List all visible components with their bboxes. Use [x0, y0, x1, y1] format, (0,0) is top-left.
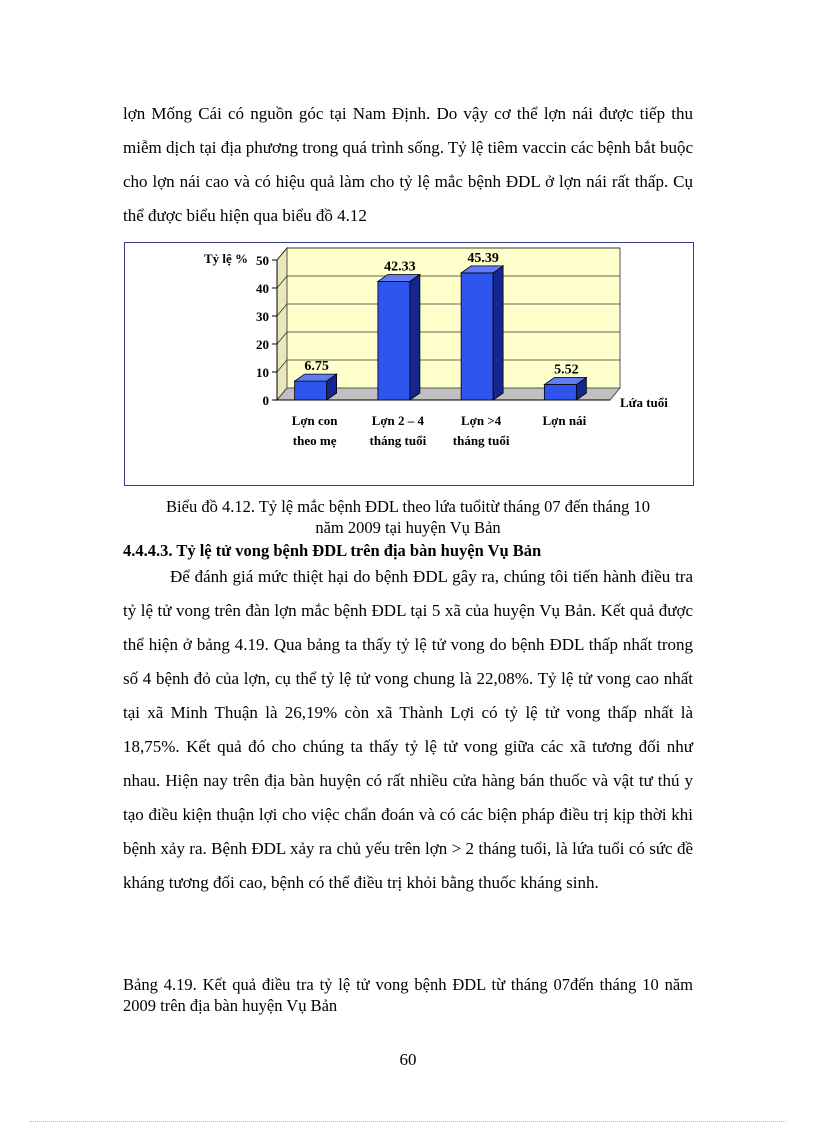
x-category-label-line-2: theo mẹ [292, 433, 337, 448]
y-tick-label: 10 [256, 365, 269, 380]
figure-caption-line-2: năm 2009 tại huyện Vụ Bản [315, 518, 501, 537]
chart-bar [544, 378, 586, 400]
chart-side-wall [277, 248, 287, 400]
chart-bar [461, 266, 503, 400]
y-tick-label: 50 [256, 253, 269, 268]
chart-bar [378, 274, 420, 400]
y-tick-label: 40 [256, 281, 269, 296]
page-bottom-rule [30, 1121, 786, 1122]
x-category-label: Lợn 2 – 4 [371, 413, 425, 428]
bar-front [378, 281, 410, 400]
bar-side [493, 266, 503, 400]
bar-front [461, 273, 493, 400]
bar-front [295, 381, 327, 400]
page-number: 60 [399, 1050, 417, 1069]
bar-data-label: 42.33 [384, 259, 416, 275]
figure-caption-line-1: Biểu đồ 4.12. Tỷ lệ mắc bệnh ĐDL theo lứa tuổitừ tháng 07 đến tháng 10 [166, 497, 650, 516]
y-tick-label: 20 [256, 337, 269, 352]
bar-data-label: 5.52 [554, 362, 579, 378]
table-caption: Bảng 4.19. Kết quả điều tra tỷ lệ tử vong bệnh ĐDL từ tháng 07đến tháng 10 năm 2009 trên địa bàn huyện Vụ Bản [123, 975, 693, 1015]
x-category-label-line-2: tháng tuổi [452, 433, 510, 448]
bar-chart [125, 243, 693, 485]
body-paragraph-2: Để đánh giá mức thiệt hại do bệnh ĐDL gây ra, chúng tôi tiến hành điều tra tỷ lệ tử vong trên đàn lợn mắc bệnh ĐDL tại 5 xã của huyện Vụ Bản. Kết quả được thể hiện ở bảng 4.19. Qua bảng ta thấy tỷ lệ tử vong do bệnh ĐDL thấp nhất trong số 4 bệnh đỏ của lợn, cụ thể tỷ lệ tử vong chung là 22,08%. Tỷ lệ tử vong cao nhất tại xã Minh Thuận là 26,19% còn xã Thành Lợi có tỷ lệ tử vong thấp nhất là 18,75%. Kết quả đó cho chúng ta thấy tỷ lệ tử vong giữa các xã tương đối như nhau. Hiện nay trên địa bàn huyện có rất nhiều cửa hàng bán thuốc và vật tư thú y tạo điều kiện thuận lợi cho việc chẩn đoán và có các biện pháp điều trị kịp thời khi bệnh xảy ra. Bệnh ĐDL xảy ra chủ yếu trên lợn > 2 tháng tuổi, là lứa tuổi có sức đề kháng tương đối cao, bệnh có thể điều trị khỏi bằng thuốc kháng sinh. [123, 567, 693, 892]
x-category-label: Lợn nái [542, 413, 587, 428]
chart-frame [124, 242, 694, 486]
y-tick-label: 0 [262, 393, 269, 408]
x-axis-title: Lứa tuổi [620, 395, 668, 410]
bar-data-label: 45.39 [467, 250, 499, 266]
chart-bar [295, 374, 337, 400]
y-tick-label: 30 [256, 309, 269, 324]
x-category-label: Lợn con [291, 413, 338, 428]
bar-side [410, 274, 420, 400]
bar-front [544, 385, 576, 400]
bar-data-label: 6.75 [304, 359, 329, 375]
y-axis-title: Tỷ lệ % [204, 251, 249, 266]
x-category-label-line-2: tháng tuổi [369, 433, 427, 448]
figure-caption [123, 496, 693, 538]
body-paragraph-1: lợn Mống Cái có nguồn góc tại Nam Định. Do vậy cơ thể lợn nái được tiếp thu miễm dịch tại địa phương trong quá trình sống. Tỷ lệ tiêm vaccin các bệnh bắt buộc cho lợn nái cao và có hiệu quả làm cho tỷ lệ mắc bệnh ĐDL ở lợn nái rất thấp. Cụ thể được biểu hiện qua biểu đồ 4.12 [123, 104, 693, 225]
x-category-label: Lợn >4 [460, 413, 502, 428]
section-heading: 4.4.4.3. Tỷ lệ tử vong bệnh ĐDL trên địa bàn huyện Vụ Bản [123, 541, 542, 560]
